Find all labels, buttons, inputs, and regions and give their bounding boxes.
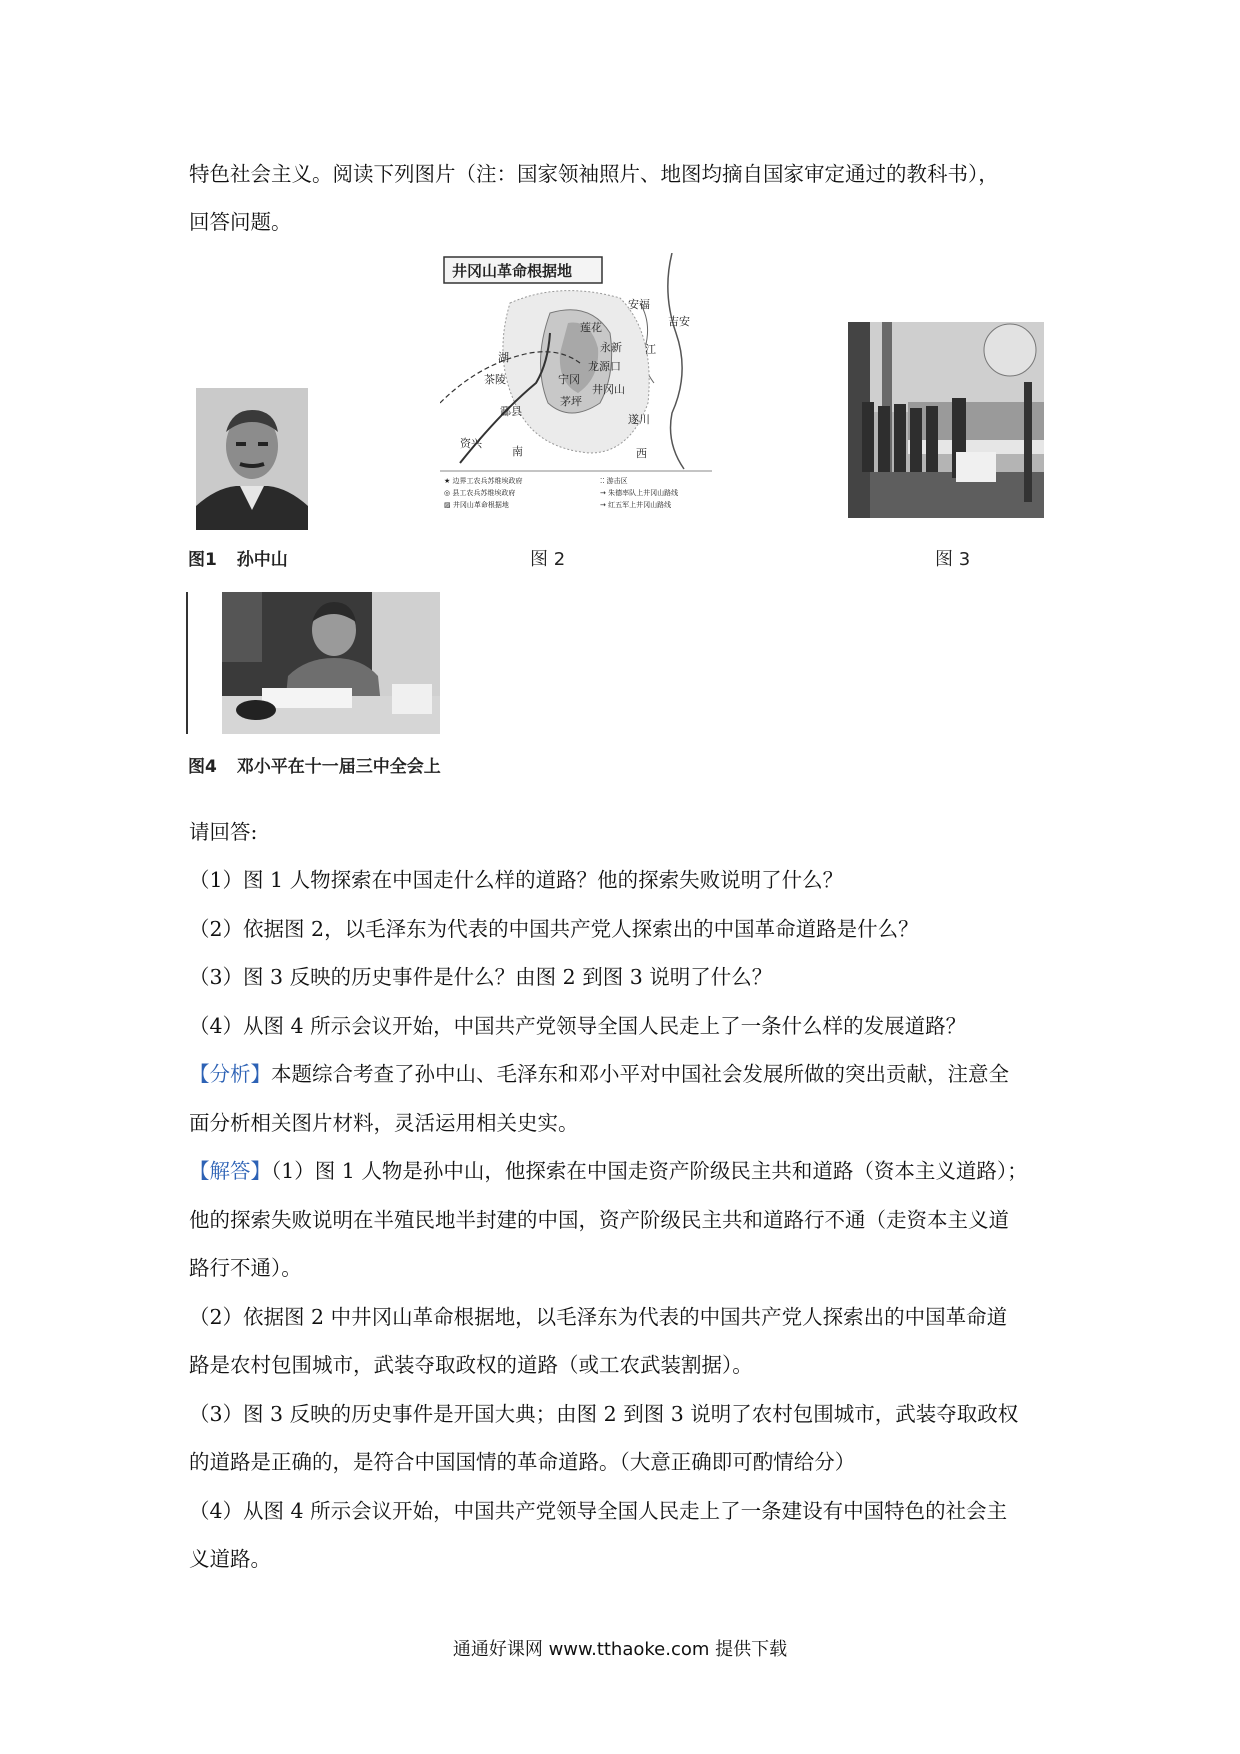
svg-text:莲花: 莲花 [580, 321, 602, 334]
analysis-tag: 【分析】 [189, 1062, 271, 1086]
svg-text:西: 西 [636, 447, 647, 460]
svg-text:茶陵: 茶陵 [484, 373, 506, 386]
svg-text:宁冈: 宁冈 [558, 373, 580, 386]
figure-3-photo [848, 322, 1044, 518]
svg-text:井冈山: 井冈山 [592, 383, 625, 396]
figure-4-caption [188, 752, 441, 777]
figure-4-caption-text: 邓小平在十一届三中全会上 [236, 757, 441, 777]
figure-2-map [440, 253, 712, 515]
question-1: （1）图 1 人物探索在中国走什么样的道路？他的探索失败说明了什么？ [189, 868, 844, 892]
question-4: （4）从图 4 所示会议开始，中国共产党领导全国人民走上了一条什么样的发展道路？ [189, 1014, 967, 1038]
intro-line-2: 回答问题。 [189, 210, 292, 234]
page-footer: 通通好课网 www.tthaoke.com 提供下载 [452, 1639, 788, 1660]
figure-1-caption-num: 图1 [188, 550, 217, 570]
svg-text:湖: 湖 [498, 351, 509, 364]
analysis-line-1 [189, 1060, 1069, 1088]
svg-text:南: 南 [512, 445, 523, 458]
answer-3-line-2: 的道路是正确的，是符合中国国情的革命道路。（大意正确即可酌情给分） [189, 1450, 856, 1474]
analysis-text-1: 本题综合考查了孙中山、毛泽东和邓小平对中国社会发展所做的突出贡献，注意全 [271, 1062, 1009, 1086]
svg-text:吉安: 吉安 [668, 315, 690, 328]
svg-text:茅坪: 茅坪 [560, 395, 582, 408]
svg-text:◎ 县工农兵苏维埃政府: ◎ 县工农兵苏维埃政府 [444, 489, 516, 497]
svg-text:安福: 安福 [628, 298, 650, 311]
figure-1-caption-name: 孙中山 [236, 550, 288, 570]
figure-3-caption: 图 3 [935, 549, 971, 570]
answer-4-line-2: 义道路。 [189, 1547, 271, 1571]
answer-1-line-3: 路行不通）。 [189, 1256, 302, 1280]
answer-line-1 [189, 1157, 1069, 1185]
answer-tag: 【解答】 [189, 1159, 271, 1183]
svg-text:龙源口: 龙源口 [588, 360, 621, 373]
answer-2-line-2: 路是农村包围城市，武装夺取政权的道路（或工农武装割据）。 [189, 1353, 753, 1377]
answer-2-line-1: （2）依据图 2 中井冈山革命根据地，以毛泽东为代表的中国共产党人探索出的中国革命道 [189, 1305, 1008, 1329]
svg-text:→ 红五军上井冈山路线: → 红五军上井冈山路线 [600, 501, 672, 509]
svg-text:▨ 井冈山革命根据地: ▨ 井冈山革命根据地 [444, 501, 509, 509]
figure-4-photo [222, 592, 440, 734]
svg-text:资兴: 资兴 [460, 437, 482, 450]
question-2: （2）依据图 2，以毛泽东为代表的中国共产党人探索出的中国革命道路是什么？ [189, 917, 919, 941]
answer-1-line-2: 他的探索失败说明在半殖民地半封建的中国，资产阶级民主共和道路行不通（走资本主义道 [189, 1208, 1009, 1232]
question-prompt: 请回答: [189, 820, 258, 844]
figure-1-caption [188, 545, 288, 570]
answer-4-line-1: （4）从图 4 所示会议开始，中国共产党领导全国人民走上了一条建设有中国特色的社会主 [189, 1499, 1008, 1523]
figure-2-caption: 图 2 [530, 549, 566, 570]
analysis-line-2: 面分析相关图片材料，灵活运用相关史实。 [189, 1111, 579, 1135]
question-3: （3）图 3 反映的历史事件是什么？由图 2 到图 3 说明了什么？ [189, 965, 773, 989]
svg-text:遂川: 遂川 [628, 413, 650, 426]
svg-text:酃县: 酃县 [500, 405, 522, 418]
svg-text:→ 朱德率队上井冈山路线: → 朱德率队上井冈山路线 [600, 489, 679, 497]
svg-text:永新: 永新 [600, 341, 622, 354]
answer-3-line-1: （3）图 3 反映的历史事件是开国大典；由图 2 到图 3 说明了农村包围城市，武装夺取政权 [189, 1402, 1019, 1426]
intro-line-1: 特色社会主义。阅读下列图片（注：国家领袖照片、地图均摘自国家审定通过的教科书）， [189, 162, 999, 186]
figure-4-caption-num: 图4 [188, 757, 217, 777]
answer-1-text-1: （1）图 1 人物是孙中山，他探索在中国走资产阶级民主共和道路（资本主义道路）； [271, 1159, 1028, 1183]
map-title: 井冈山革命根据地 [452, 262, 573, 280]
figure-1-photo [196, 388, 308, 530]
svg-text:江: 江 [645, 343, 656, 356]
svg-text:★ 边界工农兵苏维埃政府: ★ 边界工农兵苏维埃政府 [444, 477, 523, 485]
figure-4-border [186, 592, 188, 734]
svg-text:⁚⁚ 游击区: ⁚⁚ 游击区 [600, 477, 628, 485]
